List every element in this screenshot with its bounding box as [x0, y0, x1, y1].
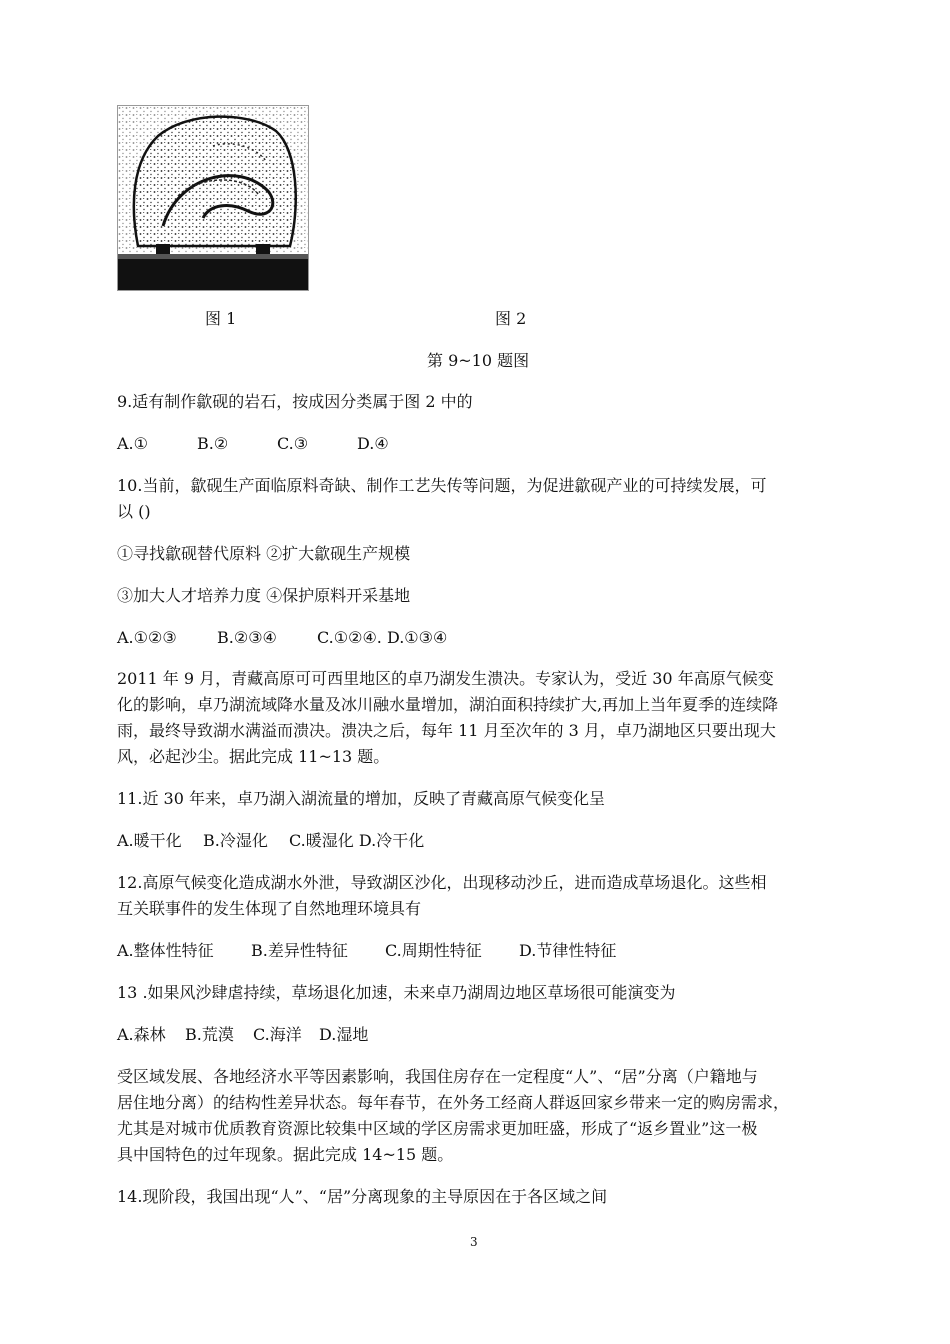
- question-11-options: [117, 828, 424, 854]
- figure-group-caption: 第 9~10 题图: [427, 351, 530, 370]
- question-12-stem-line2: 互关联事件的发生体现了自然地理环境具有: [117, 899, 422, 918]
- question-12-stem-line1: 12.高原气候变化造成湖水外泄，导致湖区沙化，出现移动沙丘，进而造成草场退化。这些相: [117, 873, 767, 892]
- q12-option-b: B.差异性特征: [251, 941, 348, 960]
- q9-option-d: D.④: [357, 434, 389, 453]
- q12-option-d: D.节律性特征: [519, 941, 617, 960]
- passage-2-line: 具中国特色的过年现象。据此完成 14~15 题。: [117, 1145, 454, 1164]
- question-10-stem-line1: 10.当前，歙砚生产面临原料奇缺、制作工艺失传等问题，为促进歙砚产业的可持续发展，可: [117, 476, 767, 495]
- q11-option-a: A.暖干化: [117, 831, 182, 850]
- passage-1-line: 化的影响，卓乃湖流域降水量及冰川融水量增加，湖泊面积持续扩大,再加上当年夏季的连续降: [117, 695, 779, 714]
- question-14-stem: 14.现阶段，我国出现“人”、“居”分离现象的主导原因在于各区域之间: [117, 1187, 608, 1206]
- question-9-options: [117, 431, 389, 457]
- q12-option-c: C.周期性特征: [385, 941, 482, 960]
- question-11-stem: 11.近 30 年来，卓乃湖入湖流量的增加，反映了青藏高原气候变化呈: [117, 789, 605, 808]
- q13-option-a: A.森林: [117, 1025, 166, 1044]
- question-10-stem-line2: 以 (): [117, 502, 151, 521]
- q13-option-b: B.荒漠: [185, 1025, 234, 1044]
- inkstone-illustration: [118, 106, 308, 290]
- inkstone-photo: [117, 105, 309, 291]
- q11-option-b: B.冷湿化: [203, 831, 268, 850]
- q10-option-cd: C.①②④. D.①③④: [317, 628, 448, 647]
- q10-option-b: B.②③④: [217, 628, 277, 647]
- passage-2-line: 居住地分离）的结构性差异状态。每年春节，在外务工经商人群返回家乡带来一定的购房需求，: [117, 1093, 790, 1112]
- question-9-stem: 9.适有制作歙砚的岩石，按成因分类属于图 2 中的: [117, 392, 473, 411]
- figure-1-caption: 图 1: [205, 309, 237, 328]
- question-12-options: [117, 938, 616, 964]
- passage-1-line: 雨，最终导致湖水满溢而溃决。溃决之后，每年 11 月至次年的 3 月，卓乃湖地区只要出现大: [117, 721, 776, 740]
- q13-option-d: D.湿地: [319, 1025, 369, 1044]
- question-10-items-line2: ③加大人才培养力度 ④保护原料开采基地: [117, 586, 411, 605]
- question-10-items-line1: ①寻找歙砚替代原料 ②扩大歙砚生产规模: [117, 544, 411, 563]
- figure-2-caption: 图 2: [495, 309, 527, 328]
- question-13-stem: 13 .如果风沙肆虐持续，草场退化加速，未来卓乃湖周边地区草场很可能演变为: [117, 983, 676, 1002]
- passage-1-line: 2011 年 9 月，青藏高原可可西里地区的卓乃湖发生溃决。专家认为，受近 30 年高原气候变: [117, 669, 774, 688]
- q9-option-a: A.①: [117, 434, 148, 453]
- passage-2-line: 尤其是对城市优质教育资源比较集中区域的学区房需求更加旺盛，形成了“返乡置业”这一极: [117, 1119, 758, 1138]
- q10-option-a: A.①②③: [117, 628, 177, 647]
- q11-option-cd: C.暖湿化 D.冷干化: [289, 831, 425, 850]
- q9-option-b: B.②: [197, 434, 229, 453]
- question-13-options: [117, 1022, 368, 1048]
- q12-option-a: A.整体性特征: [117, 941, 214, 960]
- passage-1-line: 风，必起沙尘。据此完成 11~13 题。: [117, 747, 390, 766]
- passage-2-line: 受区域发展、各地经济水平等因素影响，我国住房存在一定程度“人”、“居”分离（户籍地与: [117, 1067, 758, 1086]
- q13-option-c: C.海洋: [253, 1025, 302, 1044]
- page-number: 3: [470, 1235, 478, 1249]
- question-10-options: [117, 625, 447, 651]
- q9-option-c: C.③: [277, 434, 309, 453]
